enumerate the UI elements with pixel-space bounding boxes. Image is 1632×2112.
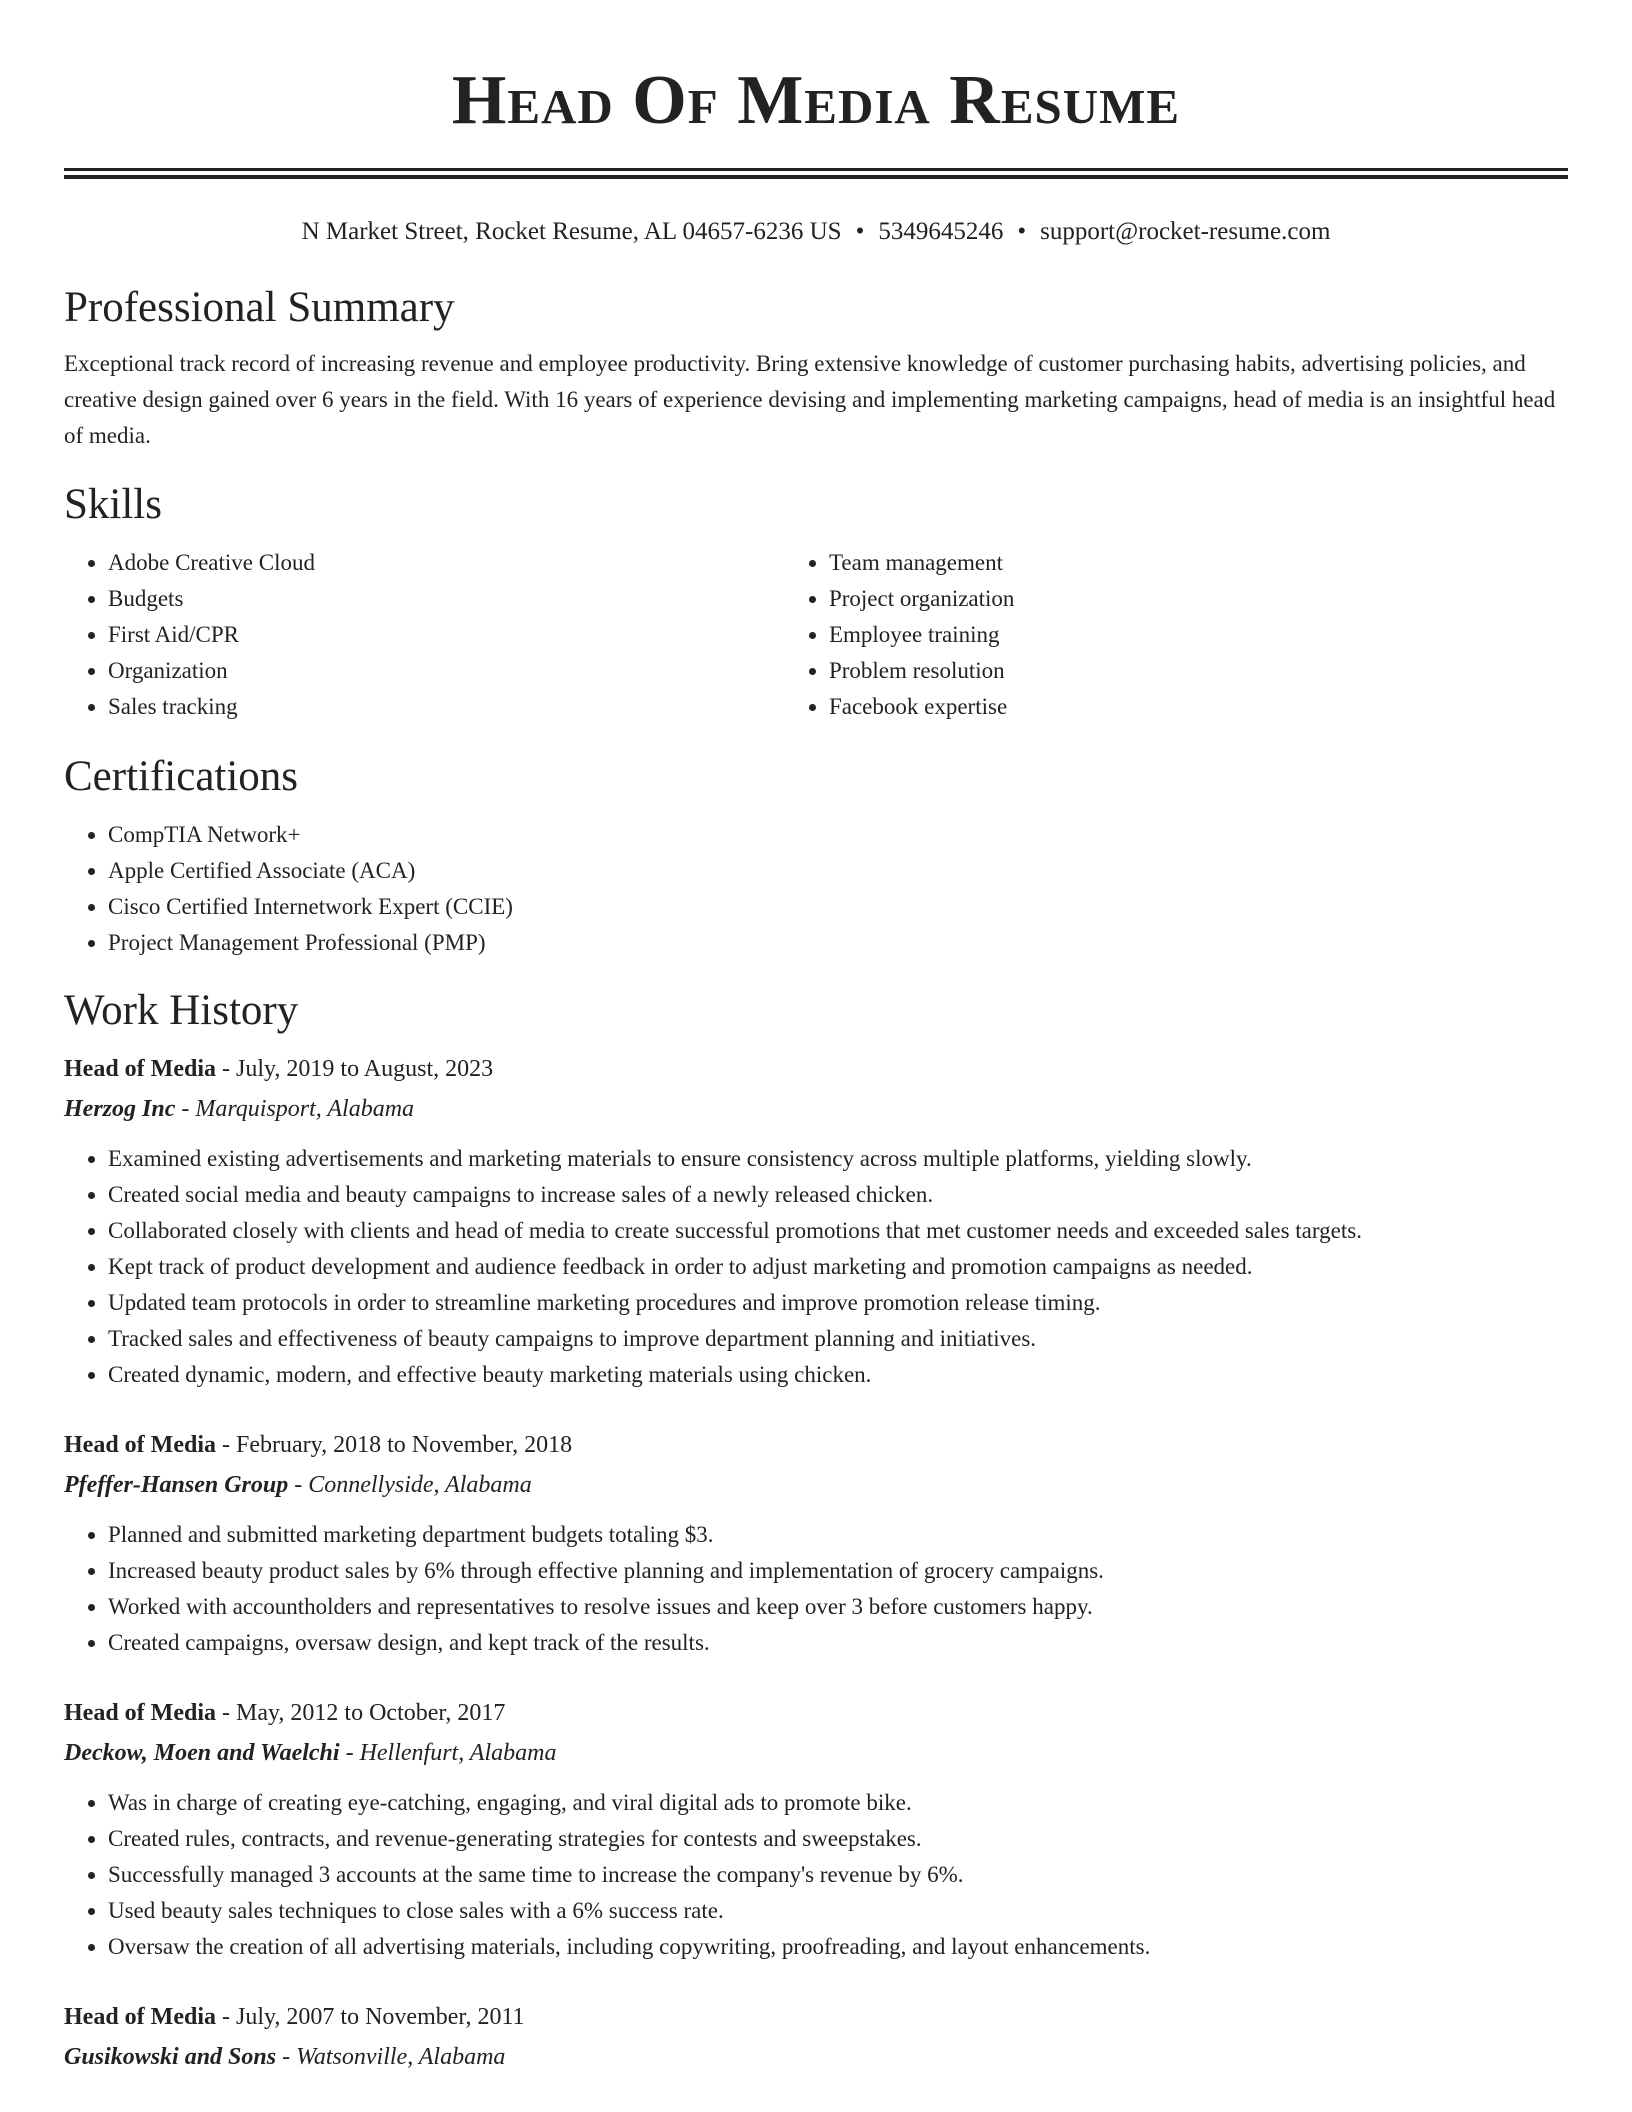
- job-bullet: • Successfully managed 3 accounts at the same time to increase the company's revenue by 6%.: [108, 1857, 1568, 1893]
- job-title-line: Head of Media - May, 2012 to October, 2017: [64, 1700, 506, 1726]
- job-bullet: • Updated team protocols in order to streamline marketing procedures and improve promotion release timing.: [108, 1285, 1568, 1321]
- job-company: Deckow, Moen and Waelchi: [64, 1740, 340, 1766]
- skills-columns: [64, 545, 1568, 725]
- job-company-line: Deckow, Moen and Waelchi - Hellenfurt, Alabama: [64, 1740, 557, 1766]
- job-dates: May, 2012 to October, 2017: [235, 1700, 506, 1726]
- contact-phone: 5349645246: [878, 218, 1004, 245]
- work-history-section: [64, 983, 1568, 2077]
- job-title: Head of Media: [64, 1432, 216, 1458]
- job-dates: July, 2019 to August, 2023: [235, 1056, 494, 1082]
- job-bullet: • Tracked sales and effectiveness of beauty campaigns to improve department planning and initiatives.: [108, 1321, 1568, 1357]
- job-title: Head of Media: [64, 2004, 216, 2030]
- job-bullet: • Examined existing advertisements and marketing materials to ensure consistency across multiple platforms, yielding slowly.: [108, 1141, 1568, 1177]
- skill-item: • Facebook expertise: [829, 689, 1568, 725]
- resume-page: [64, 0, 1568, 2077]
- contact-separator: •: [1017, 218, 1027, 245]
- job-bullet: • Created dynamic, modern, and effective beauty marketing materials using chicken.: [108, 1357, 1568, 1393]
- job-entry: [64, 1049, 1568, 1393]
- certification-item: • Project Management Professional (PMP): [108, 925, 1568, 961]
- title-divider: [64, 168, 1568, 179]
- job-title: Head of Media: [64, 1700, 216, 1726]
- job-location: Watsonville, Alabama: [296, 2044, 506, 2070]
- job-bullet: • Planned and submitted marketing department budgets totaling $3.: [108, 1517, 1568, 1553]
- skills-list-left: [64, 545, 785, 725]
- contact-email: support@rocket-resume.com: [1040, 218, 1331, 245]
- job-bullet: • Oversaw the creation of all advertising materials, including copywriting, proofreading, and layout enhancements.: [108, 1929, 1568, 1965]
- summary-section: [64, 280, 1568, 454]
- skill-item: • Organization: [108, 653, 785, 689]
- contact-address: N Market Street, Rocket Resume, AL 04657-6236 US: [301, 218, 842, 245]
- certification-item: • Apple Certified Associate (ACA): [108, 853, 1568, 889]
- job-title-line: Head of Media - July, 2019 to August, 2023: [64, 1056, 494, 1082]
- resume-title: Head Of Media Resume: [451, 62, 1181, 139]
- job-company-line: Pfeffer-Hansen Group - Connellyside, Alabama: [64, 1472, 532, 1498]
- skill-item: • First Aid/CPR: [108, 617, 785, 653]
- job-dates: February, 2018 to November, 2018: [235, 1432, 573, 1458]
- job-bullet: • Kept track of product development and audience feedback in order to adjust marketing and promotion campaigns as needed.: [108, 1249, 1568, 1285]
- job-entry: [64, 1997, 1568, 2077]
- skill-item: • Employee training: [829, 617, 1568, 653]
- job-title: Head of Media: [64, 1056, 216, 1082]
- certifications-list: [64, 817, 1568, 961]
- job-bullet: • Increased beauty product sales by 6% through effective planning and implementation of grocery campaigns.: [108, 1553, 1568, 1589]
- skill-item: • Adobe Creative Cloud: [108, 545, 785, 581]
- job-bullet: • Collaborated closely with clients and head of media to create successful promotions that met customer needs and exceeded sales targets.: [108, 1213, 1568, 1249]
- job-bullets: [64, 1785, 1568, 1965]
- skill-item: • Project organization: [829, 581, 1568, 617]
- job-bullet: • Worked with accountholders and representatives to resolve issues and keep over 3 before customers happy.: [108, 1589, 1568, 1625]
- job-location: Connellyside, Alabama: [308, 1472, 532, 1498]
- job-dates: July, 2007 to November, 2011: [235, 2004, 525, 2030]
- job-company: Gusikowski and Sons: [64, 2044, 277, 2070]
- job-entry: [64, 1693, 1568, 1965]
- certification-item: • CompTIA Network+: [108, 817, 1568, 853]
- certification-item: • Cisco Certified Internetwork Expert (CCIE): [108, 889, 1568, 925]
- job-bullet: • Created rules, contracts, and revenue-generating strategies for contests and sweepstakes.: [108, 1821, 1568, 1857]
- job-title-line: Head of Media - July, 2007 to November, 2011: [64, 2004, 525, 2030]
- skill-item: • Budgets: [108, 581, 785, 617]
- job-company-line: Herzog Inc - Marquisport, Alabama: [64, 1096, 415, 1122]
- job-company: Herzog Inc: [64, 1096, 176, 1122]
- job-bullet: • Was in charge of creating eye-catching, engaging, and viral digital ads to promote bike.: [108, 1785, 1568, 1821]
- work-history-heading: Work History: [64, 987, 299, 1034]
- job-bullets: [64, 1141, 1568, 1393]
- job-bullet: • Created social media and beauty campaigns to increase sales of a newly released chicken.: [108, 1177, 1568, 1213]
- job-entry: [64, 1425, 1568, 1661]
- job-company: Pfeffer-Hansen Group: [64, 1472, 289, 1498]
- job-bullet: • Used beauty sales techniques to close sales with a 6% success rate.: [108, 1893, 1568, 1929]
- skills-list-right: [785, 545, 1568, 725]
- job-bullet: • Created campaigns, oversaw design, and kept track of the results.: [108, 1625, 1568, 1661]
- certifications-heading: Certifications: [64, 753, 299, 800]
- job-company-line: Gusikowski and Sons - Watsonville, Alabama: [64, 2044, 506, 2070]
- job-bullets: [64, 1517, 1568, 1661]
- summary-text: Exceptional track record of increasing revenue and employee productivity. Bring extensive knowledge of customer purchasing habits, advertising policies, and creative design gained over 6 years in the field. With 16 years of experience devising and implementing marketing campaigns, head of media is an insightful head of media.: [64, 351, 1556, 448]
- skills-heading: Skills: [64, 481, 162, 528]
- contact-line: [64, 214, 1568, 250]
- contact-separator: •: [855, 218, 865, 245]
- skill-item: • Sales tracking: [108, 689, 785, 725]
- skill-item: • Problem resolution: [829, 653, 1568, 689]
- job-location: Marquisport, Alabama: [195, 1096, 415, 1122]
- job-title-line: Head of Media - February, 2018 to November, 2018: [64, 1432, 573, 1458]
- certifications-section: [64, 749, 1568, 961]
- summary-heading: Professional Summary: [64, 284, 455, 331]
- skill-item: • Team management: [829, 545, 1568, 581]
- job-location: Hellenfurt, Alabama: [359, 1740, 557, 1766]
- skills-section: [64, 477, 1568, 725]
